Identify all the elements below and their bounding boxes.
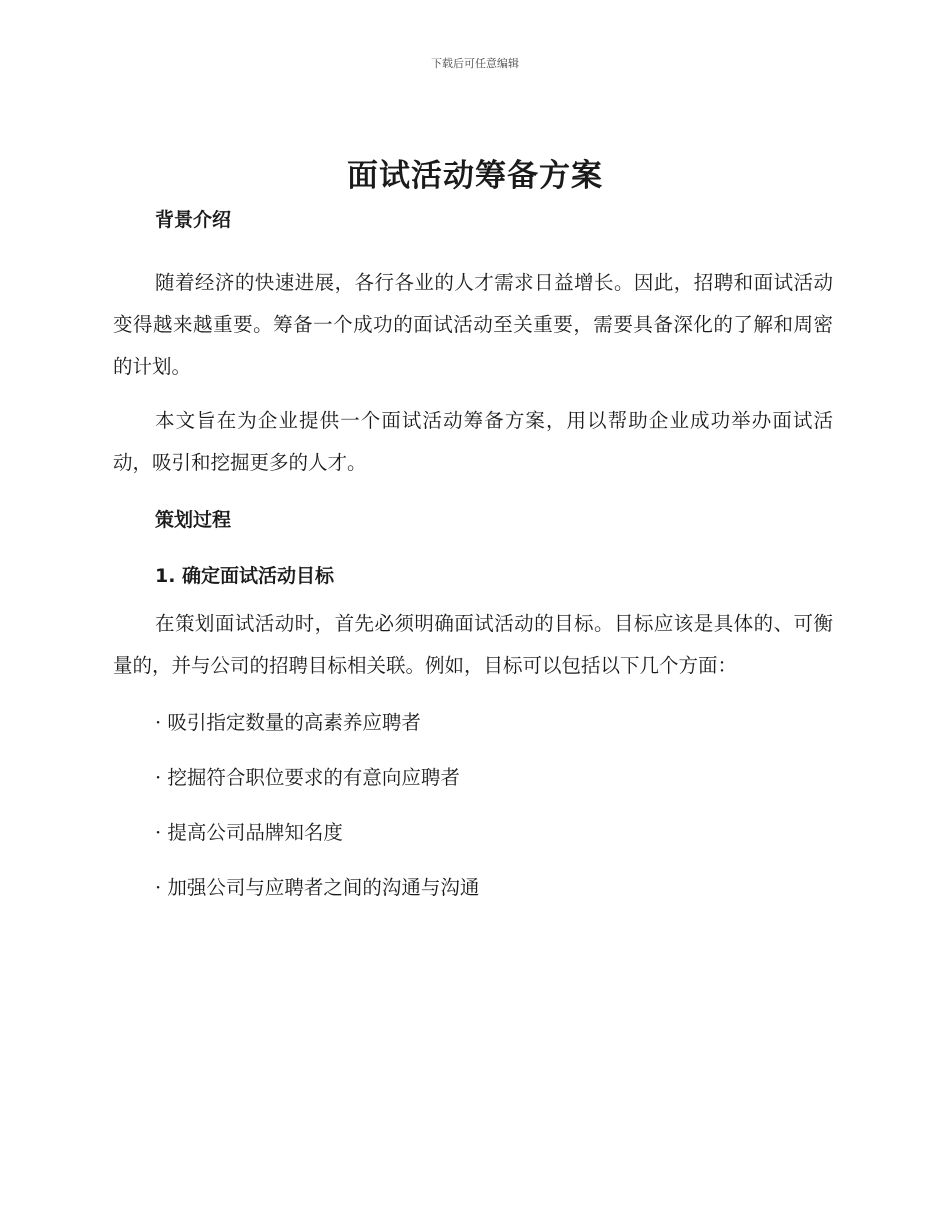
- bullet-item: · 挖掘符合职位要求的有意向应聘者: [155, 766, 460, 789]
- step-heading-1: 1. 确定面试活动目标: [155, 565, 335, 587]
- section-heading-planning: 策划过程: [155, 509, 232, 531]
- paragraph-background-2: 本文旨在为企业提供一个面试活动筹备方案，用以帮助企业成功举办面试活动，吸引和挖掘更多的人才。: [113, 409, 833, 474]
- bullet-item: · 提高公司品牌知名度: [155, 821, 343, 844]
- bullet-item: · 加强公司与应聘者之间的沟通与沟通: [155, 876, 480, 899]
- paragraph-step-1: 在策划面试活动时，首先必须明确面试活动的目标。目标应该是具体的、可衡量的，并与公司的招聘目标相关联。例如，目标可以包括以下几个方面：: [113, 612, 833, 677]
- section-heading-background: 背景介绍: [155, 209, 232, 231]
- document-body: [113, 206, 833, 902]
- header-note: 下载后可任意编辑: [431, 57, 519, 70]
- paragraph-background-1: 随着经济的快速进展，各行各业的人才需求日益增长。因此，招聘和面试活动变得越来越重要。筹备一个成功的面试活动至关重要，需要具备深化的了解和周密的计划。: [113, 271, 833, 378]
- document-title: 面试活动筹备方案: [347, 158, 603, 194]
- bullet-item: · 吸引指定数量的高素养应聘者: [155, 711, 421, 734]
